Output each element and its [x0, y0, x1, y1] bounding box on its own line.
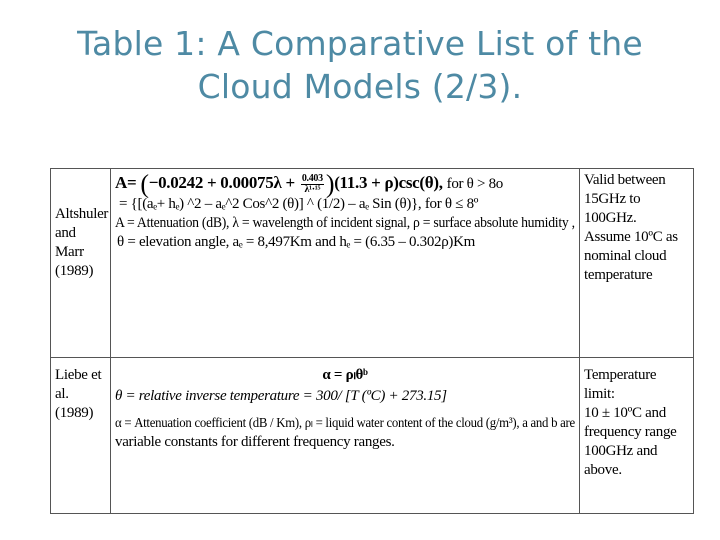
title-line-2: Cloud Models (2/3). — [197, 67, 523, 106]
alt-equation: = {[(aₑ+ hₑ) ^2 – aₑ^2 Cos^2 (θ)] ^ (1/2) – aₑ Sin (θ)}, for θ ≤ 8º — [119, 195, 479, 212]
equation-condition: for θ > 8o — [446, 176, 504, 192]
model-name-line: al. — [55, 386, 69, 402]
close-paren: ) — [325, 169, 335, 199]
main-equation: α = ρₗθᵇ — [322, 367, 368, 383]
fraction-denominator: λ¹·¹⁵ — [304, 183, 321, 195]
definitions-line: A = Attenuation (dB), λ = wavelength of incident signal, ρ = surface absolute humidity , — [115, 214, 575, 231]
definitions-line: variable constants for different frequency ranges. — [115, 434, 395, 450]
model-name-cell — [51, 358, 111, 514]
equation-cell — [111, 358, 580, 514]
note-line: 10 ± 10ºC and — [584, 405, 666, 421]
equation-tail: (11.3 + ρ)csc(θ), — [334, 173, 443, 192]
model-name-line: (1989) — [55, 405, 94, 421]
model-name-line: (1989) — [55, 263, 94, 279]
note-line: 15GHz to 100GHz. — [584, 191, 641, 226]
model-name-line: and Marr — [55, 225, 84, 260]
fraction-numerator: 0.403 — [301, 172, 323, 184]
note-line: temperature — [584, 267, 653, 283]
equation-terms: −0.0242 + 0.00075λ + — [148, 173, 299, 192]
notes-cell — [580, 169, 694, 358]
note-line: Temperature limit: — [584, 367, 657, 402]
model-name-line: Altshuler — [55, 206, 109, 222]
note-line: 100GHz and above. — [584, 443, 658, 478]
fraction — [301, 174, 324, 195]
main-equation — [115, 169, 575, 199]
note-line: frequency range — [584, 424, 677, 440]
definitions-line: θ = elevation angle, aₑ = 8,497Km and hₑ = (6.35 – 0.302ρ)Km — [117, 233, 476, 250]
slide-title — [0, 22, 720, 108]
definitions-line: θ = relative inverse temperature = 300/ [T (ºC) + 273.15] — [115, 388, 447, 404]
table-row — [51, 358, 694, 514]
cloud-models-table — [50, 168, 694, 514]
table-row — [51, 169, 694, 358]
note-line: Valid between — [584, 172, 666, 188]
note-line: Assume 10ºC as — [584, 229, 678, 245]
model-name-cell — [51, 169, 111, 358]
notes-cell — [580, 358, 694, 514]
equation-cell — [111, 169, 580, 358]
note-line: nominal cloud — [584, 248, 667, 264]
equation-prefix: A= — [115, 173, 141, 192]
model-name-line: Liebe et — [55, 367, 102, 383]
definitions-line: α = Attenuation coefficient (dB / Km), ρₗ = liquid water content of the cloud (g/m³), a and b are — [115, 416, 575, 431]
open-paren: ( — [140, 169, 149, 199]
title-line-1: Table 1: A Comparative List of the — [77, 24, 643, 63]
